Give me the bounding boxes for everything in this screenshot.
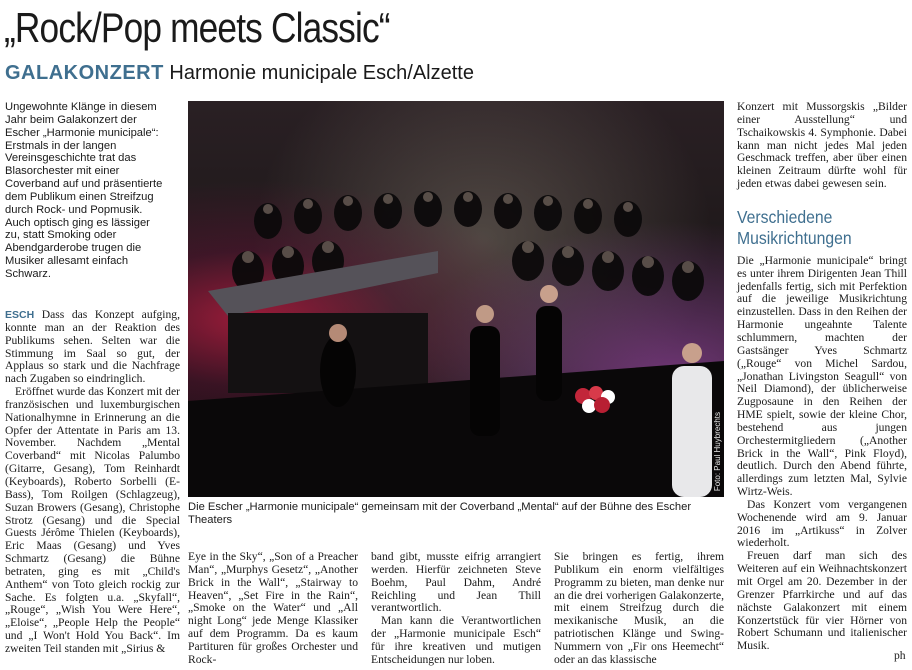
paragraph: Eye in the Sky“, „Son of a Preacher Man“, „Murphys Gesetz“, „Another Brick in the Wall“, „Stairway to Heaven“, „Set Fire in the Rain“, „Smoke on the Water“ und „All night Long“ jede Menge Klassiker auf dem Programm. Da es kaum Partituren für großes Orchester und Rock- (188, 550, 358, 666)
paragraph: Man kann die Verantwortlichen der „Harmonie municipale Esch“ für ihre kreativen und mutigen Entscheidungen nur loben. (371, 614, 541, 666)
headline: „Rock/Pop meets Classic“ (4, 4, 390, 51)
author-signature: ph (894, 649, 906, 662)
paragraph (5, 309, 180, 386)
paragraph: Das Konzert vom vergangenen Wochenende wird am 9. Januar 2016 im „Artikuss“ in Zolver wiederholt. (737, 497, 907, 550)
section-heading: Verschiedene Musikrichtungen (737, 206, 852, 248)
paragraph: Eröffnet wurde das Konzert mit der französischen und luxemburgischen Nationalhymne in Erinnerung an die Opfer der Attentate in Paris am 13. November. Nachdem „Mental Coverband“ mit Nicolas Palumbo (Gitarre, Gesang), Tom Reinhardt (Keyboards), Roberto Sorbelli (E-Bass), Tom Roilgen (Schlagzeug), Suzan Browers (Gesang), Christophe Strotz (Gesang) und die Special Guests Jérôme Thielen (Keyboards), Eric Maas (Gesang) und Yves Schmartz (Gesang) die Bühne betraten, ging es mit „Child's Anthem“ von Toto gleich rockig zur Sache. Es folgten u.a. „Skyfall“, „Rouge“, „Wish You Were Here“, „Eloise“, „People Help the People“ und „I Won't Hold You Back“. Im zweiten Teil standen mit „Sirius & (5, 385, 180, 655)
paragraph: Konzert mit Mussorgskis „Bilder einer Ausstellung“ und Tschaikowskis 4. Symphonie. Dabei kann man nicht jedes Mal jeden Geschmack treffen, aber über einen kleinen Zeitraum dürfte wohl für jeden etwas dabei gewesen sein. (737, 100, 907, 191)
subtitle: Harmonie municipale Esch/Alzette (169, 62, 474, 84)
article-column-3 (371, 551, 541, 667)
intro-text (5, 101, 163, 281)
article-column-4 (554, 551, 724, 667)
kicker: GALAKONZERT (5, 62, 164, 84)
paragraph-text: Dass das Konzept aufging, konnte man an der Reaktion des Publikums sehen. Selten war die Stimmung im Saal so gut, der Applaus so stark und die Nachfrage nach Zugaben so eindringlich. (5, 308, 180, 386)
paragraph: Sie bringen es fertig, ihrem Publikum ein enorm vielfältiges Programm zu bieten, man denke nur an die drei vorherigen Galakonzerte, mit einem Streifzug durch die mexikanische Musik, an die patriotischen Klänge und Swing-Nummern von „Fir ons Heemecht“ oder an das klassische (554, 550, 724, 666)
paragraph: band gibt, musste eifrig arrangiert werden. Hierfür zeichneten Steve Boehm, Paul Dahm, André Reichling und Jean Thill verantwortlich. (371, 550, 541, 615)
article-column-2 (188, 551, 358, 667)
concert-photo (188, 101, 724, 497)
article-column-1 (5, 309, 180, 656)
photo-credit: Foto: Paul Huybrechts (713, 411, 722, 491)
paragraph: Freuen darf man sich des Weiteren auf ein Weihnachtskonzert mit Orgel am 20. Dezember in der Grenzer Pfarrkirche und auf das nächste Galakonzert mit einem Konzertstück für vier Hörner von Robert Schumann und italienischer Musik. (737, 549, 907, 653)
paragraph: Die „Harmonie municipale“ bringt es unter ihrem Dirigenten Jean Thill jedenfalls fertig, sich mit Perfektion auf die jeweilige Musikrichtung einzustellen. Dass in den Reihen der Harmonie ungeahnte Talente schlummern, machten der Gastsänger Yves Schmartz („Rouge“ von Michel Sardou, „Jonathan Livingston Seagull“ von Neil Diamond), der üblicherweise Zugposaune in den Reihen der HME spielt, sowie der kleine Chor, bestehend aus jungen Orchestermitgliedern („Another Brick in the Wall“, Pink Floyd), deutlich. Durch den Abend führte, allerdings zum letzten Mal, Sylvie Wirtz-Weis. (737, 253, 907, 499)
dateline: ESCH (5, 309, 35, 321)
intro-paragraph: Ungewohnte Klänge in diesem Jahr beim Galakonzert der Escher „Harmonie municipale“: Erstmals in der langen Vereinsgeschichte trat das Blasorchester mit einer Coverband auf und präsentierte dem Publikum einen Streifzug durch Rock- und Popmusik. Auch optisch ging es lässiger zu, statt Smoking oder Abendgarderobe trugen die Musiker allesamt einfach Schwarz. (5, 101, 163, 280)
article-column-5 (737, 101, 907, 653)
subheadline (5, 60, 474, 86)
photo-caption: Die Escher „Harmonie municipale“ gemeinsam mit der Coverband „Mental“ auf der Bühne des Escher Theaters (188, 501, 692, 526)
stage-scene (188, 101, 724, 497)
